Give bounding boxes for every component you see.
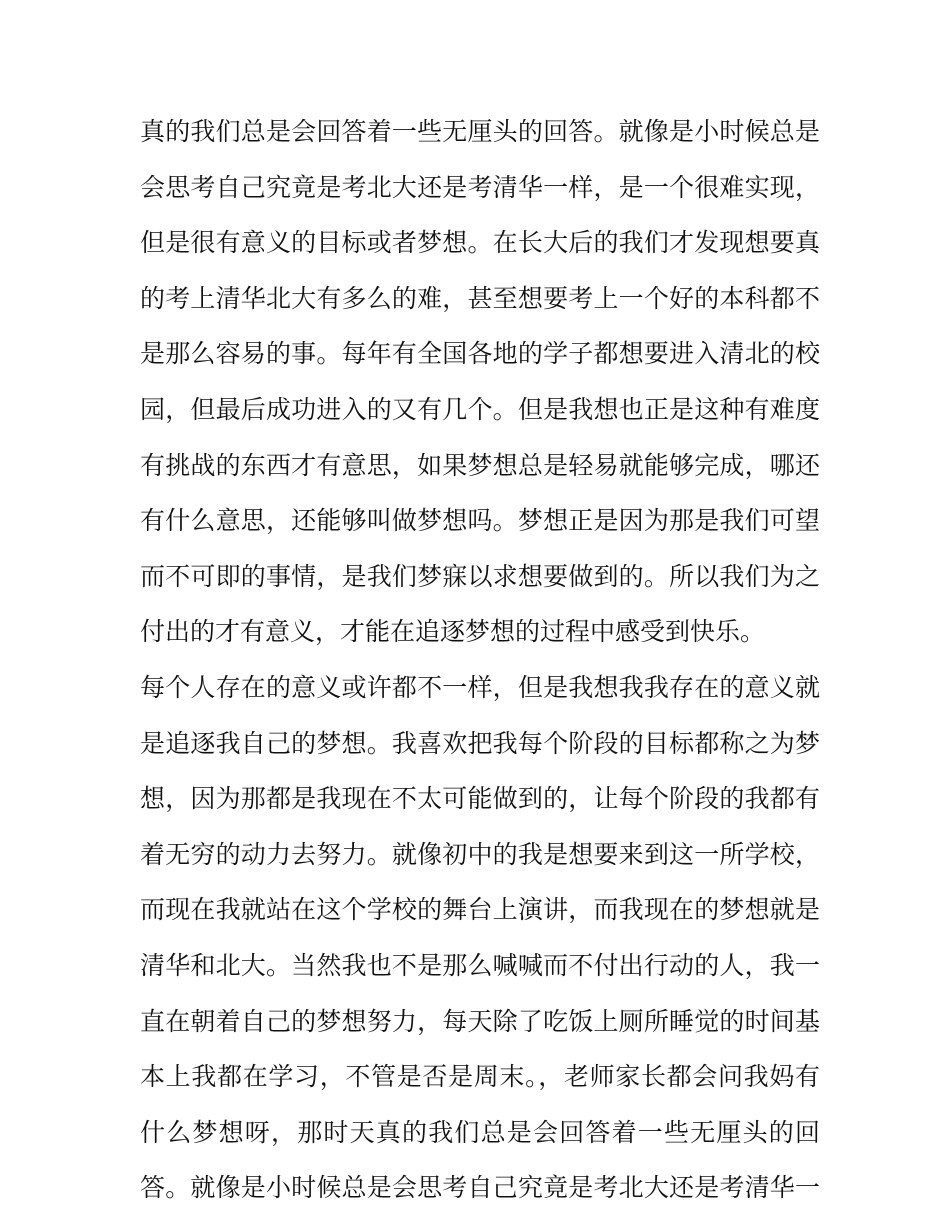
text-line-20: 答。就像是小时候总是会思考自己究竟是考北大还是考清华一 bbox=[140, 1173, 820, 1203]
text-line-8: 有什么意思，还能够叫做梦想吗。梦想正是因为那是我们可望 bbox=[140, 506, 820, 536]
text-line-11: 每个人存在的意义或许都不一样，但是我想我我存在的意义就 bbox=[140, 672, 820, 702]
text-line-4: 的考上清华北大有多么的难，甚至想要考上一个好的本科都不 bbox=[140, 283, 820, 313]
text-line-18: 本上我都在学习，不管是否是周末。，老师家长都会问我妈有 bbox=[140, 1062, 820, 1092]
text-line-19: 什么梦想呀，那时天真的我们总是会回答着一些无厘头的回 bbox=[140, 1117, 820, 1147]
text-line-9: 而不可即的事情，是我们梦寐以求想要做到的。所以我们为之 bbox=[140, 561, 820, 591]
text-line-10: 付出的才有意义，才能在追逐梦想的过程中感受到快乐。 bbox=[140, 617, 766, 647]
text-line-14: 着无穷的动力去努力。就像初中的我是想要来到这一所学校， bbox=[140, 839, 820, 869]
body-text bbox=[140, 104, 820, 1216]
text-line-1: 真的我们总是会回答着一些无厘头的回答。就像是小时候总是 bbox=[140, 117, 820, 146]
text-line-12: 是追逐我自己的梦想。我喜欢把我每个阶段的目标都称之为梦 bbox=[140, 728, 820, 758]
text-line-15: 而现在我就站在这个学校的舞台上演讲，而我现在的梦想就是 bbox=[140, 895, 820, 925]
text-line-5: 是那么容易的事。每年有全国各地的学子都想要进入清北的校 bbox=[140, 339, 820, 369]
text-line-13: 想，因为那都是我现在不太可能做到的，让每个阶段的我都有 bbox=[140, 784, 820, 814]
text-line-6: 园，但最后成功进入的又有几个。但是我想也正是这种有难度 bbox=[140, 394, 820, 424]
text-line-3: 但是很有意义的目标或者梦想。在长大后的我们才发现想要真 bbox=[140, 228, 820, 258]
text-line-17: 直在朝着自己的梦想努力，每天除了吃饭上厕所睡觉的时间基 bbox=[140, 1006, 820, 1036]
text-line-2: 会思考自己究竟是考北大还是考清华一样，是一个很难实现， bbox=[140, 172, 820, 202]
text-line-7: 有挑战的东西才有意思，如果梦想总是轻易就能够完成，哪还 bbox=[140, 450, 820, 480]
text-line-16: 清华和北大。当然我也不是那么喊喊而不付出行动的人，我一 bbox=[140, 950, 820, 980]
